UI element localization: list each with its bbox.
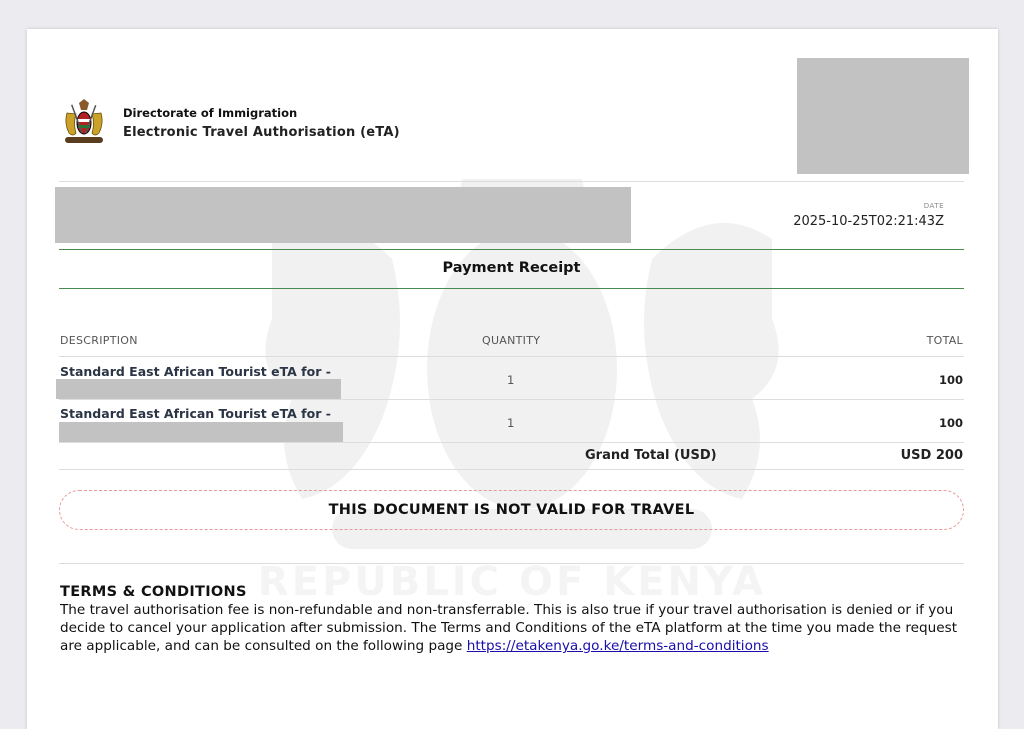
column-header-quantity: QUANTITY [482, 334, 541, 347]
table-row-1-quantity: 1 [507, 373, 515, 387]
terms-link[interactable]: https://etakenya.go.ke/terms-and-conditions [466, 638, 769, 654]
receipt-title: Payment Receipt [442, 260, 581, 276]
table-row-2-total: 100 [938, 416, 963, 430]
table-row-1-description: Standard East African Tourist eTA for - [60, 364, 331, 379]
table-row-2-description: Standard East African Tourist eTA for - [60, 406, 331, 421]
grand-total-divider [59, 469, 964, 470]
title-divider-top [59, 249, 964, 250]
grand-total-label: Grand Total (USD) [585, 448, 717, 463]
redacted-photo [797, 58, 969, 174]
redacted-traveller-name-1 [56, 379, 341, 399]
not-valid-notice: THIS DOCUMENT IS NOT VALID FOR TRAVEL [59, 490, 964, 530]
column-header-total: TOTAL [926, 334, 963, 347]
table-row-divider [59, 442, 964, 443]
kenya-coat-of-arms-icon [59, 97, 109, 147]
grand-total-value: USD 200 [900, 448, 963, 463]
title-divider-bottom [59, 288, 964, 289]
app-name: Electronic Travel Authorisation (eTA) [123, 125, 400, 140]
terms-heading: TERMS & CONDITIONS [60, 584, 247, 600]
terms-divider [59, 563, 964, 564]
receipt-page [27, 29, 998, 729]
divider [59, 181, 964, 182]
table-row-1-total: 100 [938, 373, 963, 387]
terms-text: The travel authorisation fee is non-refundable and non-transferrable. This is also true if your travel authorisation is denied or if you decide to cancel your application after submission. The Terms and Conditions of the eTA platform at the time you made the request are applicable, and can be consulted on the following page [60, 602, 958, 654]
table-row-2-quantity: 1 [507, 416, 515, 430]
date-value: 2025-10-25T02:21:43Z [793, 214, 944, 229]
redacted-traveller-name-2 [59, 422, 343, 443]
watermark-text [212, 559, 812, 605]
date-label: DATE [923, 202, 944, 210]
terms-body [60, 601, 970, 655]
org-name: Directorate of Immigration [123, 106, 298, 120]
table-row-divider [59, 399, 964, 400]
table-header-divider [59, 356, 964, 357]
redacted-applicant-info [55, 187, 631, 243]
column-header-description: DESCRIPTION [60, 334, 138, 347]
